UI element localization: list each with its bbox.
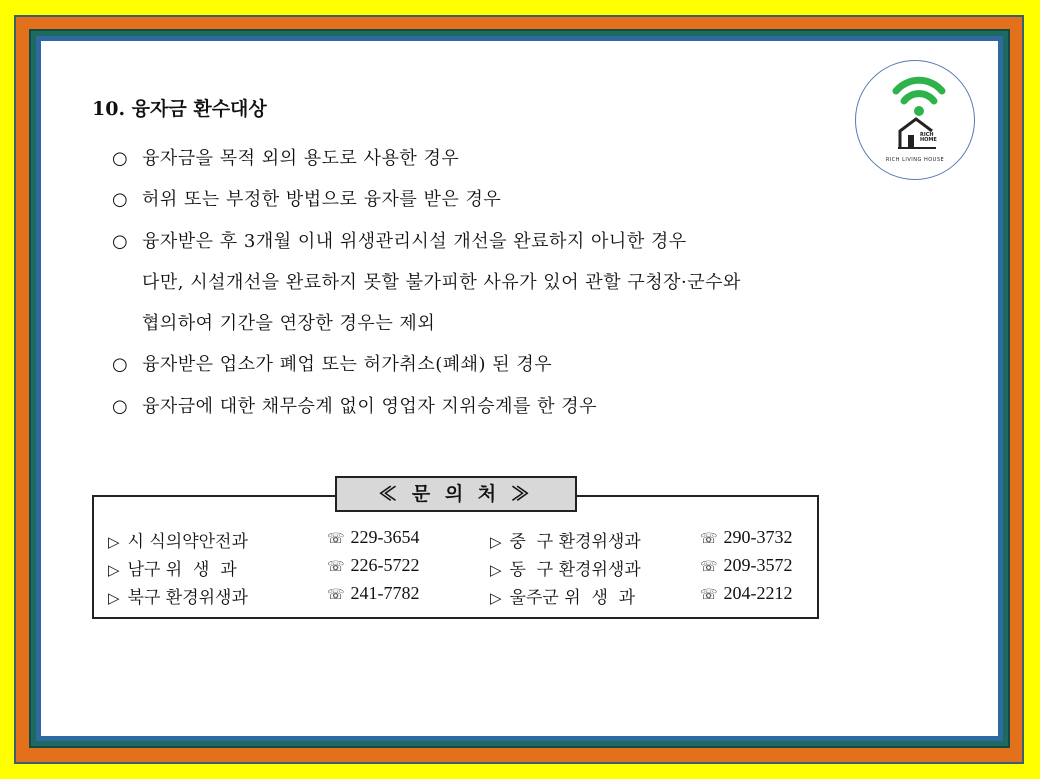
- list-item: ○ 허위 또는 부정한 방법으로 융자를 받은 경우: [112, 189, 502, 210]
- list-item: ○ 융자금을 목적 외의 용도로 사용한 경우: [112, 148, 460, 169]
- list-item: ○ 융자금에 대한 채무승계 없이 영업자 지위승계를 한 경우: [112, 396, 597, 417]
- wifi-house-icon: [856, 61, 976, 181]
- circle-bullet-icon: ○: [112, 148, 129, 169]
- contact-phone: ☏ 290-3732: [700, 527, 793, 547]
- rich-home-logo: [855, 60, 975, 180]
- contact-phone: ☏ 226-5722: [327, 555, 420, 575]
- circle-bullet-icon: ○: [112, 354, 129, 375]
- triangle-marker-icon: ▷: [490, 561, 502, 579]
- triangle-marker-icon: ▷: [108, 533, 120, 551]
- contact-phone: ☏ 209-3572: [700, 555, 793, 575]
- contact-row: ▷ 동 구 환경위생과: [490, 560, 641, 580]
- contact-row: ▷ 울주군 위 생 과: [490, 588, 636, 608]
- contact-phone: ☏ 229-3654: [327, 527, 420, 547]
- phone-icon: ☏: [327, 560, 345, 575]
- logo-tagline: RICH LIVING HOUSE: [885, 157, 945, 163]
- phone-icon: ☏: [700, 532, 718, 547]
- contact-row: ▷ 시 식의약안전과: [108, 532, 248, 552]
- triangle-marker-icon: ▷: [490, 589, 502, 607]
- list-item-continuation: 다만, 시설개선을 완료하지 못할 불가피한 사유가 있어 관할 구청장·군수와: [142, 272, 741, 293]
- circle-bullet-icon: ○: [112, 231, 129, 252]
- contact-row: ▷ 남구 위 생 과: [108, 560, 237, 580]
- circle-bullet-icon: ○: [112, 189, 129, 210]
- phone-icon: ☏: [327, 588, 345, 603]
- list-item-continuation: 협의하여 기간을 연장한 경우는 제외: [142, 313, 436, 334]
- phone-icon: ☏: [700, 560, 718, 575]
- contact-phone: ☏ 204-2212: [700, 583, 793, 603]
- contact-row: ▷ 북구 환경위생과: [108, 588, 248, 608]
- circle-bullet-icon: ○: [112, 396, 129, 417]
- phone-icon: ☏: [327, 532, 345, 547]
- contact-phone: ☏ 241-7782: [327, 583, 420, 603]
- contact-row: ▷ 중 구 환경위생과: [490, 532, 641, 552]
- triangle-marker-icon: ▷: [490, 533, 502, 551]
- phone-icon: ☏: [700, 588, 718, 603]
- triangle-marker-icon: ▷: [108, 589, 120, 607]
- section-heading: 10. 융자금 환수대상: [92, 98, 267, 120]
- contact-title: ≪ 문 의 처 ≫: [335, 476, 577, 512]
- list-item: ○ 융자받은 업소가 폐업 또는 허가취소(폐쇄) 된 경우: [112, 354, 553, 375]
- logo-brand-name: RICH HOME: [920, 132, 937, 143]
- triangle-marker-icon: ▷: [108, 561, 120, 579]
- list-item: ○ 융자받은 후 3개월 이내 위생관리시설 개선을 완료하지 아니한 경우: [112, 231, 687, 252]
